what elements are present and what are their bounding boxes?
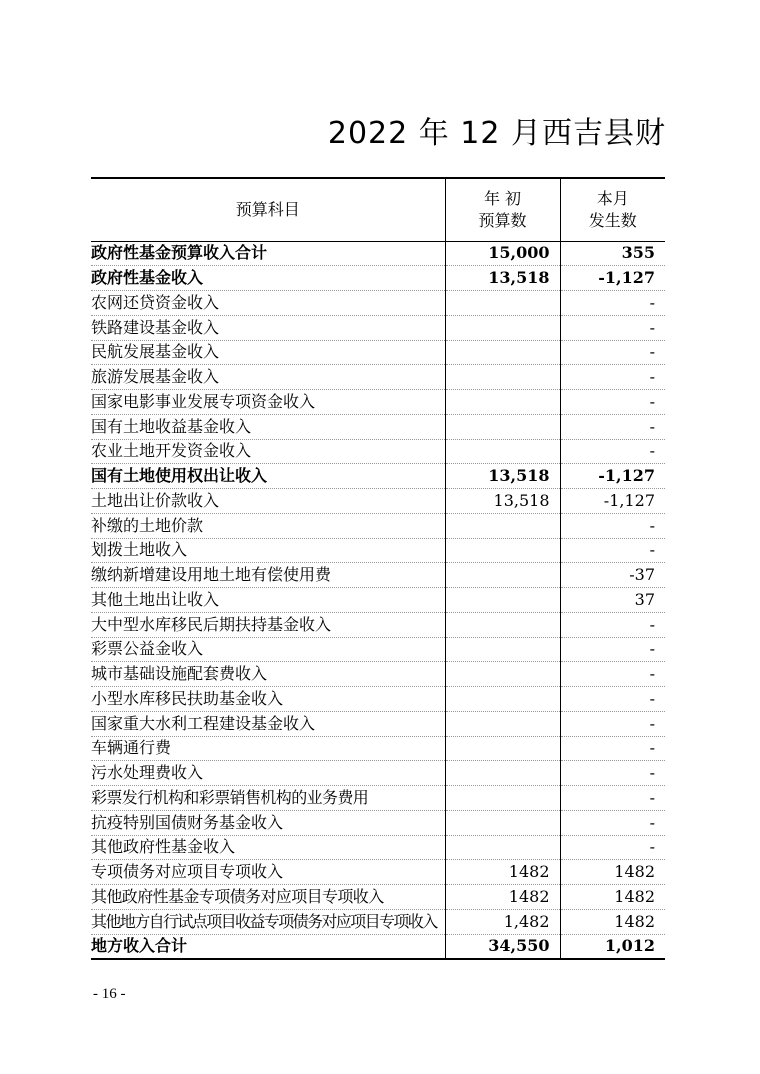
row-actual: - <box>560 662 665 687</box>
row-label: 彩票发行机构和彩票销售机构的业务费用 <box>91 786 445 811</box>
header-budget-line2: 预算数 <box>478 210 527 230</box>
table-row <box>91 687 665 712</box>
table-row <box>91 563 665 588</box>
row-budget <box>445 439 560 464</box>
row-label: 旅游发展基金收入 <box>91 365 445 390</box>
row-budget <box>445 736 560 761</box>
table-row <box>91 637 665 662</box>
table-row <box>91 365 665 390</box>
budget-table <box>91 177 665 960</box>
header-actual-line1: 本月 <box>596 188 629 208</box>
table-row <box>91 414 665 439</box>
row-budget: 13,518 <box>445 266 560 291</box>
row-label: 政府性基金收入 <box>91 266 445 291</box>
row-budget <box>445 291 560 316</box>
row-label: 铁路建设基金收入 <box>91 315 445 340</box>
row-label: 国家重大水利工程建设基金收入 <box>91 711 445 736</box>
table-row <box>91 786 665 811</box>
row-actual: 37 <box>560 588 665 613</box>
table-row <box>91 291 665 316</box>
row-label: 专项债务对应项目专项收入 <box>91 860 445 885</box>
row-budget <box>445 612 560 637</box>
row-actual: -37 <box>560 563 665 588</box>
table-row <box>91 934 665 959</box>
row-label: 缴纳新增建设用地土地有偿使用费 <box>91 563 445 588</box>
row-label: 车辆通行费 <box>91 736 445 761</box>
row-label: 农网还贷资金收入 <box>91 291 445 316</box>
row-budget <box>445 538 560 563</box>
row-budget <box>445 711 560 736</box>
row-actual: - <box>560 414 665 439</box>
row-budget: 13,518 <box>445 489 560 514</box>
table-row <box>91 860 665 885</box>
table-row <box>91 315 665 340</box>
row-actual: 1,012 <box>560 934 665 959</box>
row-actual: - <box>560 711 665 736</box>
row-budget <box>445 761 560 786</box>
table-row <box>91 909 665 934</box>
row-actual: - <box>560 761 665 786</box>
page-title: 2022 年 12 月西吉县财 <box>327 116 666 151</box>
row-budget <box>445 365 560 390</box>
table-row <box>91 736 665 761</box>
row-label: 抗疫特别国债财务基金收入 <box>91 810 445 835</box>
row-budget: 15,000 <box>445 241 560 266</box>
row-budget <box>445 315 560 340</box>
table-row <box>91 464 665 489</box>
row-actual: -1,127 <box>560 464 665 489</box>
row-actual: - <box>560 687 665 712</box>
row-actual: - <box>560 538 665 563</box>
row-label: 小型水库移民扶助基金收入 <box>91 687 445 712</box>
row-budget <box>445 414 560 439</box>
row-budget <box>445 662 560 687</box>
row-budget <box>445 637 560 662</box>
row-actual: 1482 <box>560 885 665 910</box>
row-label: 大中型水库移民后期扶持基金收入 <box>91 612 445 637</box>
row-budget: 1482 <box>445 885 560 910</box>
table-row <box>91 810 665 835</box>
row-label: 国有土地使用权出让收入 <box>91 464 445 489</box>
row-budget: 13,518 <box>445 464 560 489</box>
row-actual: - <box>560 835 665 860</box>
table-row <box>91 588 665 613</box>
row-label: 彩票公益金收入 <box>91 637 445 662</box>
row-actual: - <box>560 390 665 415</box>
row-budget <box>445 687 560 712</box>
row-budget <box>445 588 560 613</box>
row-actual: -1,127 <box>560 266 665 291</box>
row-budget <box>445 810 560 835</box>
table-row <box>91 835 665 860</box>
header-budget-line1: 年 初 <box>483 188 522 208</box>
row-actual: -1,127 <box>560 489 665 514</box>
table-row <box>91 340 665 365</box>
table-row <box>91 513 665 538</box>
row-actual: - <box>560 315 665 340</box>
header-actual-line2: 发生数 <box>588 210 637 230</box>
table-row <box>91 885 665 910</box>
row-budget <box>445 390 560 415</box>
row-label: 城市基础设施配套费收入 <box>91 662 445 687</box>
table-row <box>91 612 665 637</box>
row-budget <box>445 835 560 860</box>
row-actual: 355 <box>560 241 665 266</box>
row-label: 其他地方自行试点项目收益专项债务对应项目专项收入 <box>91 909 445 934</box>
row-actual: - <box>560 736 665 761</box>
row-budget: 1,482 <box>445 909 560 934</box>
row-actual: - <box>560 786 665 811</box>
row-actual: 1482 <box>560 909 665 934</box>
row-label: 土地出让价款收入 <box>91 489 445 514</box>
row-actual: - <box>560 810 665 835</box>
row-label: 划拨土地收入 <box>91 538 445 563</box>
table-row <box>91 761 665 786</box>
row-label: 国家电影事业发展专项资金收入 <box>91 390 445 415</box>
row-label: 其他政府性基金专项债务对应项目专项收入 <box>91 885 445 910</box>
table-row <box>91 390 665 415</box>
table-row <box>91 439 665 464</box>
table-header-row <box>91 178 665 241</box>
row-actual: - <box>560 612 665 637</box>
row-actual: - <box>560 291 665 316</box>
table-row <box>91 489 665 514</box>
row-actual: - <box>560 439 665 464</box>
row-label: 补缴的土地价款 <box>91 513 445 538</box>
row-budget <box>445 563 560 588</box>
row-actual: - <box>560 513 665 538</box>
row-label: 国有土地收益基金收入 <box>91 414 445 439</box>
row-label: 污水处理费收入 <box>91 761 445 786</box>
header-subject: 预算科目 <box>91 178 445 241</box>
row-budget <box>445 786 560 811</box>
row-label: 政府性基金预算收入合计 <box>91 241 445 266</box>
page-number: - 16 - <box>93 986 126 1002</box>
header-actual <box>560 178 665 241</box>
row-budget <box>445 340 560 365</box>
header-budget <box>445 178 560 241</box>
table-row <box>91 241 665 266</box>
row-budget: 1482 <box>445 860 560 885</box>
row-label: 地方收入合计 <box>91 934 445 959</box>
row-label: 其他土地出让收入 <box>91 588 445 613</box>
row-label: 民航发展基金收入 <box>91 340 445 365</box>
row-actual: 1482 <box>560 860 665 885</box>
row-label: 农业土地开发资金收入 <box>91 439 445 464</box>
row-actual: - <box>560 365 665 390</box>
table-row <box>91 711 665 736</box>
table-row <box>91 266 665 291</box>
row-actual: - <box>560 637 665 662</box>
row-label: 其他政府性基金收入 <box>91 835 445 860</box>
row-budget: 34,550 <box>445 934 560 959</box>
row-actual: - <box>560 340 665 365</box>
table-row <box>91 538 665 563</box>
row-budget <box>445 513 560 538</box>
table-row <box>91 662 665 687</box>
